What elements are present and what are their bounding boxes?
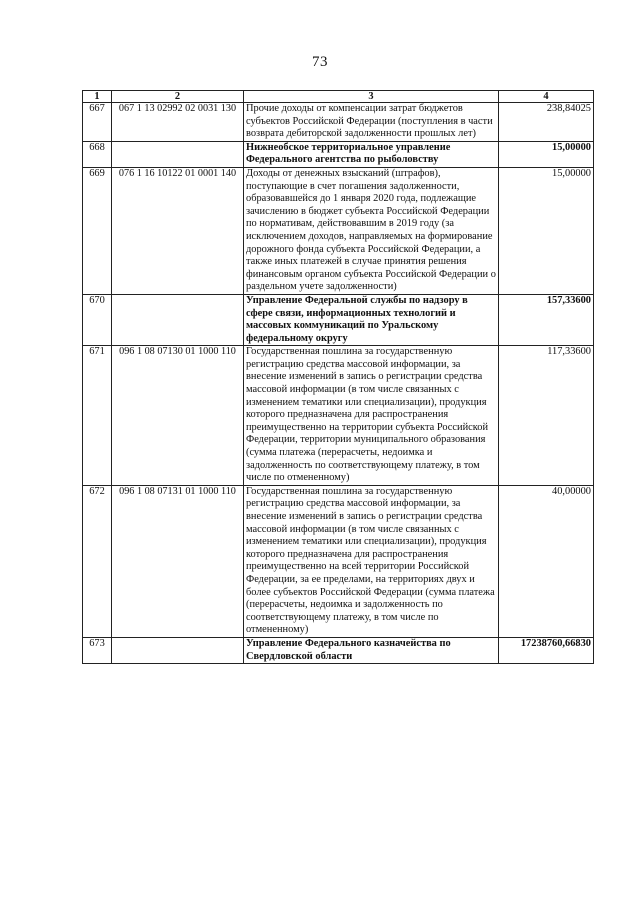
- row-description: Государственная пошлина за государственную регистрацию средства массовой информации, за внесение изменений в запись о регистрации средства массовой информации (в том числе связанных с изменением тематики или специализации), продукция которого предназначена для распространения преимущественно на территории субъекта Российской Федерации, территории муниципального образования (сумма платежа (перерасчеты, недоимка и задолженность по соответствующему платежу, в том числе по отмененному): [244, 346, 499, 486]
- row-description: Прочие доходы от компенсации затрат бюджетов субъектов Российской Федерации (поступления в части возврата дебиторской задолженности прошлых лет): [244, 103, 499, 142]
- budget-code: 096 1 08 07130 01 1000 110: [112, 346, 244, 486]
- row-amount: 238,84025: [499, 103, 594, 142]
- row-number: 673: [83, 637, 112, 663]
- row-amount: 15,00000: [499, 141, 594, 167]
- table-row: [83, 294, 594, 345]
- table-row: [83, 346, 594, 486]
- row-number: 667: [83, 103, 112, 142]
- table-header-row: [83, 91, 594, 103]
- budget-table: [82, 90, 594, 664]
- row-number: 671: [83, 346, 112, 486]
- row-amount: 117,33600: [499, 346, 594, 486]
- column-header-4: 4: [499, 91, 594, 103]
- budget-code: [112, 637, 244, 663]
- row-amount: 157,33600: [499, 294, 594, 345]
- budget-code: [112, 141, 244, 167]
- table-row: [83, 167, 594, 294]
- budget-code: 067 1 13 02992 02 0031 130: [112, 103, 244, 142]
- column-header-1: 1: [83, 91, 112, 103]
- table-row: [83, 637, 594, 663]
- budget-code: 076 1 16 10122 01 0001 140: [112, 167, 244, 294]
- row-number: 668: [83, 141, 112, 167]
- row-amount: 15,00000: [499, 167, 594, 294]
- column-header-3: 3: [244, 91, 499, 103]
- row-amount: 40,00000: [499, 485, 594, 637]
- row-description: Государственная пошлина за государственную регистрацию средства массовой информации, за внесение изменений в запись о регистрации средства массовой информации (в том числе связанных с изменением тематики или специализации), продукция которого предназначена для распространения преимущественно на всей территории Российской Федерации, за ее пределами, на территориях двух и более субъектов Российской Федерации (сумма платежа (перерасчеты, недоимка и задолженность по соответствующему платежу, в том числе по отмененному): [244, 485, 499, 637]
- row-description: Управление Федерального казначейства по Свердловской области: [244, 637, 499, 663]
- table-row: [83, 103, 594, 142]
- budget-code: [112, 294, 244, 345]
- row-amount: 17238760,66830: [499, 637, 594, 663]
- table-row: [83, 485, 594, 637]
- column-header-2: 2: [112, 91, 244, 103]
- row-number: 669: [83, 167, 112, 294]
- row-description: Нижнеобское территориальное управление Федерального агентства по рыболовству: [244, 141, 499, 167]
- row-description: Доходы от денежных взысканий (штрафов), поступающие в счет погашения задолженности, образовавшейся до 1 января 2020 года, подлежащие зачислению в бюджет субъекта Российской Федерации по нормативам, действовавшим в 2019 году (за исключением доходов, направляемых на формирование дорожного фонда субъекта Российской Федерации, а также иных платежей в случае принятия решения финансовым органом субъекта Российской Федерации о раздельном учете задолженности): [244, 167, 499, 294]
- table-row: [83, 141, 594, 167]
- row-number: 672: [83, 485, 112, 637]
- budget-code: 096 1 08 07131 01 1000 110: [112, 485, 244, 637]
- row-description: Управление Федеральной службы по надзору в сфере связи, информационных технологий и массовых коммуникаций по Уральскому федеральному округу: [244, 294, 499, 345]
- page-number: 73: [312, 54, 328, 70]
- row-number: 670: [83, 294, 112, 345]
